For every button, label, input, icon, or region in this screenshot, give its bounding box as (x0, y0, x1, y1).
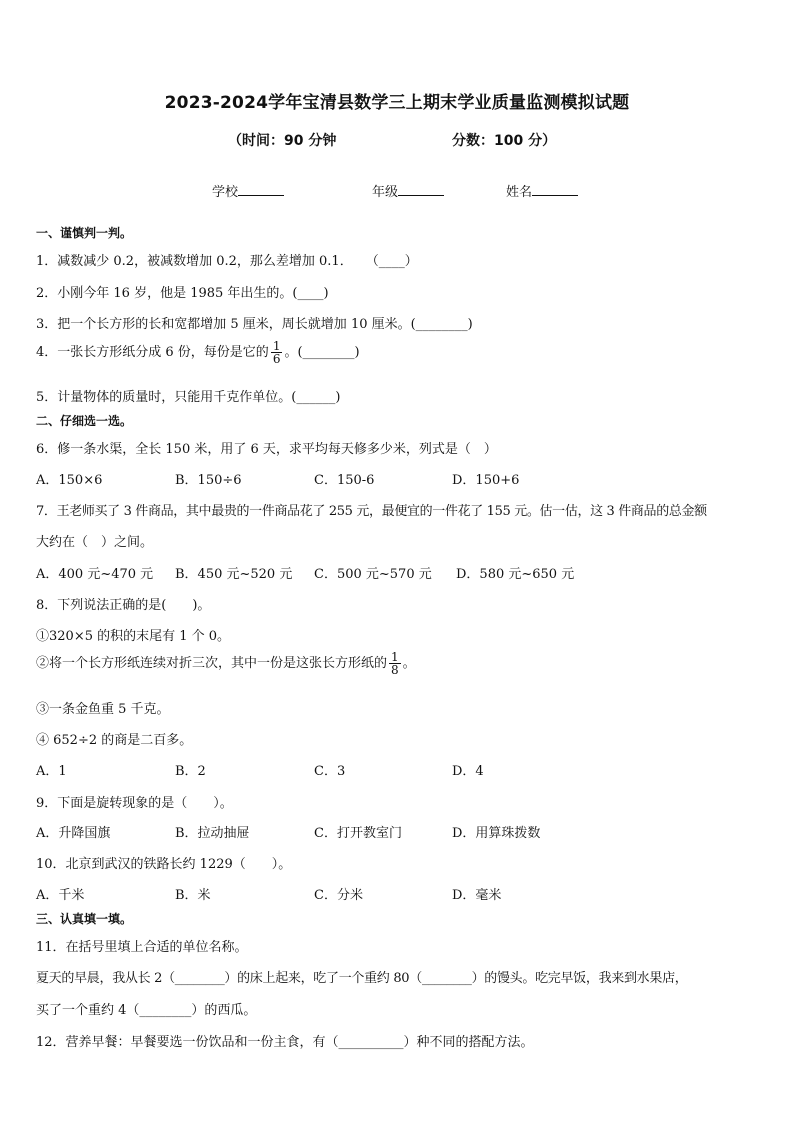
fraction-one-sixth (271, 340, 283, 365)
grade-label: 年级 (372, 185, 399, 200)
question-11: 11．在括号里填上合适的单位名称。 (36, 940, 248, 955)
question-9: 9．下面是旋转现象的是（ ）。 (36, 796, 233, 811)
question-11-line-2: 买了一个重约 4（________）的西瓜。 (36, 1003, 257, 1018)
question-2: 2．小刚今年 16 岁，他是 1985 年出生的。(____) (36, 286, 329, 301)
q8-option-a[interactable]: A．1 (36, 764, 67, 779)
school-label: 学校 (212, 185, 239, 200)
question-12: 12．营养早餐：早餐要选一份饮品和一份主食，有（__________）种不同的搭配方法。 (36, 1035, 534, 1050)
q6-option-d[interactable]: D．150+6 (452, 473, 520, 488)
question-4 (36, 340, 360, 365)
school-field (212, 181, 284, 200)
q9-option-a[interactable]: A．升降国旗 (36, 826, 111, 841)
q8-option-c[interactable]: C．3 (314, 764, 346, 779)
q8-statement-4: ④ 652÷2 的商是二百多。 (36, 733, 193, 748)
section-choose-heading: 二、仔细选一选。 (36, 414, 133, 428)
q6-option-b[interactable]: B．150÷6 (175, 473, 242, 488)
q7-option-a[interactable]: A．400 元~470 元 (36, 567, 154, 582)
q7-option-d[interactable]: D．580 元~650 元 (456, 567, 575, 582)
q9-option-d[interactable]: D．用算珠拨数 (452, 826, 541, 841)
question-3: 3．把一个长方形的长和宽都增加 5 厘米，周长就增加 10 厘米。(________) (36, 317, 473, 332)
q8-statement-2-end: 。 (402, 656, 416, 671)
question-6: 6．修一条水渠，全长 150 米，用了 6 天，求平均每天修多少米，列式是（ ） (36, 442, 497, 457)
q8-statement-2 (36, 651, 416, 676)
question-8: 8．下列说法正确的是( )。 (36, 598, 211, 613)
q10-option-d[interactable]: D．毫米 (452, 888, 502, 903)
fraction-denominator: 6 (272, 352, 281, 366)
section-fill-heading: 三、认真填一填。 (36, 912, 133, 926)
q8-option-b[interactable]: B．2 (175, 764, 206, 779)
grade-field (372, 181, 444, 200)
name-label: 姓名 (506, 185, 533, 200)
question-4-blank: 。(________) (284, 345, 360, 360)
q6-option-a[interactable]: A．150×6 (36, 473, 103, 488)
name-blank[interactable] (532, 182, 578, 196)
q8-statement-1: ①320×5 的积的末尾有 1 个 0。 (36, 629, 231, 644)
fraction-denominator: 8 (391, 663, 399, 677)
q7-option-b[interactable]: B．450 元~520 元 (175, 567, 293, 582)
exam-score: 分数：100 分） (452, 133, 557, 149)
q10-option-c[interactable]: C．分米 (314, 888, 363, 903)
fraction-one-eighth (389, 651, 401, 676)
q8-statement-2-text: ②将一个长方形纸连续对折三次，其中一份是这张长方形纸的 (36, 656, 388, 671)
question-4-text: 4．一张长方形纸分成 6 份，每份是它的 (36, 345, 269, 360)
name-field (506, 181, 578, 200)
section-judge-heading: 一、谨慎判一判。 (36, 226, 133, 240)
q8-statement-3: ③一条金鱼重 5 千克。 (36, 702, 170, 717)
q10-option-b[interactable]: B．米 (175, 888, 211, 903)
q9-option-c[interactable]: C．打开教室门 (314, 826, 402, 841)
fraction-numerator: 1 (391, 650, 399, 664)
exam-time: （时间：90 分钟 (228, 133, 337, 149)
school-blank[interactable] (238, 182, 284, 196)
question-7-line-2: 大约在（ ）之间。 (36, 535, 154, 550)
fraction-numerator: 1 (272, 339, 281, 353)
page-title: 2023-2024学年宝清县数学三上期末学业质量监测模拟试题 (164, 93, 630, 113)
q10-option-a[interactable]: A．千米 (36, 888, 85, 903)
question-5: 5．计量物体的质量时，只能用千克作单位。(______) (36, 390, 341, 405)
question-10: 10．北京到武汉的铁路长约 1229（ ）。 (36, 857, 292, 872)
grade-blank[interactable] (398, 182, 444, 196)
q8-option-d[interactable]: D．4 (452, 764, 484, 779)
q7-option-c[interactable]: C．500 元~570 元 (314, 567, 432, 582)
question-11-line-1: 夏天的早晨，我从长 2（________）的床上起来，吃了一个重约 80（________）的馒头。吃完早饭，我来到水果店， (36, 971, 688, 986)
q6-option-c[interactable]: C．150-6 (314, 473, 375, 488)
q9-option-b[interactable]: B．拉动抽屉 (175, 826, 250, 841)
question-7-line-1: 7．王老师买了 3 件商品，其中最贵的一件商品花了 255 元，最便宜的一件花了 155 元。估一估，这 3 件商品的总金额 (36, 504, 707, 519)
question-1: 1．减数减少 0.2，被减数增加 0.2，那么差增加 0.1． （____） (36, 254, 418, 269)
